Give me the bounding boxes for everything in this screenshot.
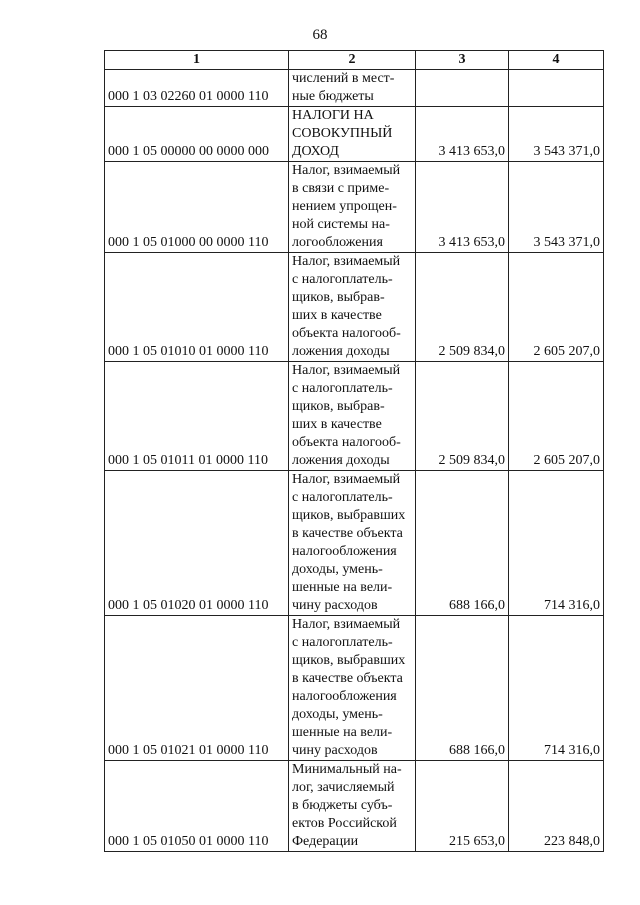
value-col4-cell: 3 543 371,0 [509, 107, 604, 162]
value-col3-cell [416, 70, 509, 107]
value-col3-cell: 3 413 653,0 [416, 107, 509, 162]
budget-table [104, 50, 604, 852]
value-col4-cell: 223 848,0 [509, 761, 604, 852]
column-header-4: 4 [509, 51, 604, 70]
code-cell: 000 1 03 02260 01 0000 110 [105, 70, 289, 107]
value-col3-cell: 2 509 834,0 [416, 362, 509, 471]
column-header-1: 1 [105, 51, 289, 70]
name-cell: Минимальный на- лог, зачисляемый в бюджеты субъ- ектов Российской Федерации [289, 761, 416, 852]
value-col4-cell: 714 316,0 [509, 616, 604, 761]
table-row [105, 162, 604, 253]
code-cell: 000 1 05 01020 01 0000 110 [105, 471, 289, 616]
page-number: 68 [312, 27, 328, 43]
column-header-3: 3 [416, 51, 509, 70]
value-col3-cell: 2 509 834,0 [416, 253, 509, 362]
code-cell: 000 1 05 01010 01 0000 110 [105, 253, 289, 362]
code-cell: 000 1 05 01011 01 0000 110 [105, 362, 289, 471]
name-cell: Налог, взимаемый в связи с приме- нением упрощен- ной системы на- логообложения [289, 162, 416, 253]
code-cell: 000 1 05 01021 01 0000 110 [105, 616, 289, 761]
table-row [105, 616, 604, 761]
value-col4-cell: 3 543 371,0 [509, 162, 604, 253]
name-cell: Налог, взимаемый с налогоплатель- щиков, выбрав- ших в качестве объекта налогооб- ложения доходы [289, 253, 416, 362]
table-row [105, 761, 604, 852]
table-row [105, 253, 604, 362]
value-col3-cell: 3 413 653,0 [416, 162, 509, 253]
name-cell: Налог, взимаемый с налогоплатель- щиков, выбравших в качестве объекта налогообложения доходы, умень- шенные на вели- чину расходов [289, 616, 416, 761]
value-col3-cell: 688 166,0 [416, 616, 509, 761]
header-row [105, 51, 604, 70]
code-cell: 000 1 05 01050 01 0000 110 [105, 761, 289, 852]
table-row [105, 362, 604, 471]
value-col3-cell: 215 653,0 [416, 761, 509, 852]
table-row [105, 471, 604, 616]
value-col4-cell: 2 605 207,0 [509, 362, 604, 471]
table-row [105, 107, 604, 162]
code-cell: 000 1 05 00000 00 0000 000 [105, 107, 289, 162]
name-cell: Налог, взимаемый с налогоплатель- щиков, выбрав- ших в качестве объекта налогооб- ложения доходы [289, 362, 416, 471]
value-col4-cell: 714 316,0 [509, 471, 604, 616]
value-col4-cell [509, 70, 604, 107]
column-header-2: 2 [289, 51, 416, 70]
name-cell: НАЛОГИ НА СОВОКУПНЫЙ ДОХОД [289, 107, 416, 162]
name-cell: числений в мест- ные бюджеты [289, 70, 416, 107]
code-cell: 000 1 05 01000 00 0000 110 [105, 162, 289, 253]
value-col4-cell: 2 605 207,0 [509, 253, 604, 362]
name-cell: Налог, взимаемый с налогоплатель- щиков, выбравших в качестве объекта налогообложения доходы, умень- шенные на вели- чину расходов [289, 471, 416, 616]
table-row [105, 70, 604, 107]
value-col3-cell: 688 166,0 [416, 471, 509, 616]
